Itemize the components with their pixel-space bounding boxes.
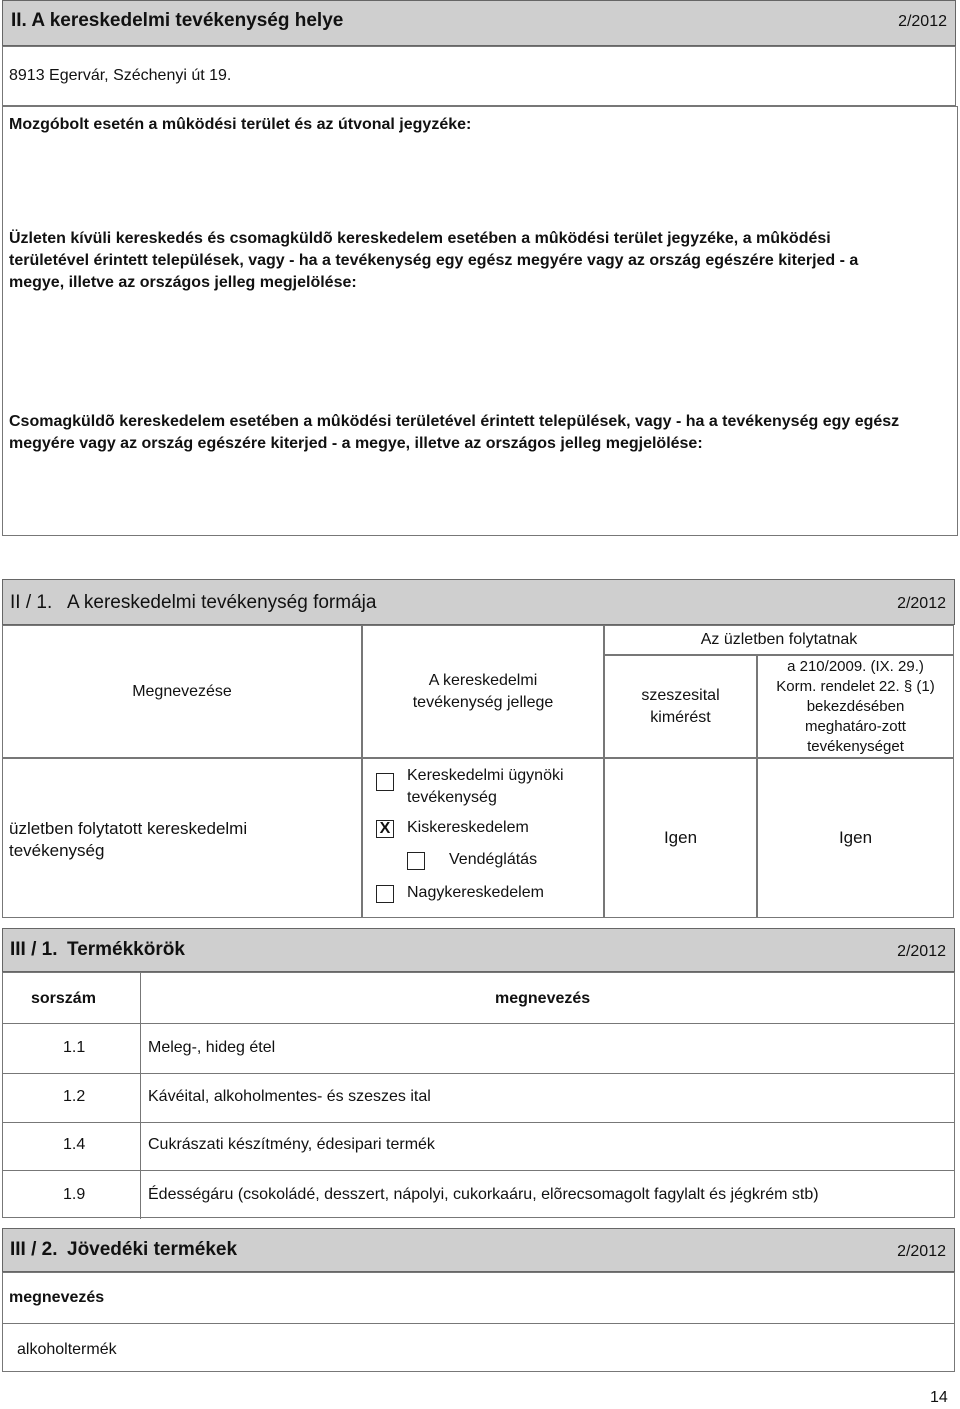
col-type-header — [362, 625, 604, 758]
col-store-header — [604, 625, 954, 655]
option-wholesale-label: Nagykereskedelem — [407, 884, 544, 901]
section31-header — [2, 928, 955, 972]
table-row-line — [3, 1023, 954, 1024]
section21-title-prefix: II / 1. — [10, 592, 53, 613]
option-agent-label: Kereskedelmi ügynöki tevékenység — [407, 767, 564, 806]
row-name: üzletben folytatott kereskedelmi tevékenység — [9, 819, 248, 860]
option-catering-label: Vendéglátás — [449, 851, 538, 868]
outside-trade-label: Üzleten kívüli kereskedés és csomagküldõ kereskedelem esetében a mûködési terület jegyzéke, a mûködési területével érintett települések, vagy - ha a tevékenység egy egész megyére vagy az ország egészére kiterjed - a megye, illetve az országos jelleg megjelölése: — [9, 230, 859, 291]
option-catering-checkbox[interactable] — [407, 852, 425, 870]
product-name: Édességáru (csokoládé, desszert, nápolyi, cukorkaáru, elõrecsomagolt fagylalt és jégkrém stb) — [148, 1186, 819, 1203]
section32-title: Jövedéki termékek — [67, 1239, 238, 1260]
col-type-label: A kereskedelmi tevékenység jellege — [412, 671, 554, 711]
product-table-divider — [140, 973, 141, 1219]
decree-value-cell — [757, 758, 954, 918]
col-decree-header — [757, 655, 954, 758]
activity-area-box — [2, 106, 958, 536]
col-store-label: Az üzletben folytatnak — [700, 631, 858, 648]
section2-title: II. A kereskedelmi tevékenység helye — [11, 10, 344, 31]
option-agent-checkbox[interactable] — [376, 773, 394, 791]
product-name: Meleg-, hideg étel — [148, 1039, 276, 1056]
mail-order-label: Csomagküldõ kereskedelem esetében a mûködési területével érintett települések, vagy - ha a tevékenység egy egész megyére vagy az ország egészére kiterjed - a megye, illetve az országos jelleg megjelölése: — [9, 413, 900, 452]
address-box — [2, 46, 956, 106]
col-alcohol-label: szeszesital kimérést — [641, 686, 720, 726]
alcohol-value-cell — [604, 758, 757, 918]
activity-type-options — [362, 758, 604, 918]
product-num: 1.4 — [63, 1136, 86, 1153]
table-row-line — [3, 1073, 954, 1074]
excise-item: alkoholtermék — [17, 1341, 117, 1358]
section21-title: A kereskedelmi tevékenység formája — [67, 592, 377, 613]
col-alcohol-header — [604, 655, 757, 758]
option-retail-checkbox[interactable] — [376, 820, 394, 838]
excise-col-header: megnevezés — [9, 1289, 105, 1306]
mobile-shop-label: Mozgóbolt esetén a mûködési terület és az útvonal jegyzéke: — [9, 116, 472, 133]
product-num: 1.9 — [63, 1186, 86, 1203]
option-wholesale-checkbox[interactable] — [376, 885, 394, 903]
table-row-line — [3, 1170, 954, 1171]
section31-title: Termékkörök — [67, 939, 185, 960]
retail-check-mark: X — [379, 820, 391, 837]
col-name-header — [2, 625, 362, 758]
product-name: Cukrászati készítmény, édesipari termék — [148, 1136, 435, 1153]
col-name-label: Megnevezése — [132, 682, 232, 700]
option-retail-label: Kiskereskedelem — [407, 819, 529, 836]
decree-value: Igen — [838, 828, 873, 847]
product-name: Kávéital, alkoholmentes- és szeszes ital — [148, 1088, 431, 1105]
section31-code: 2/2012 — [897, 943, 946, 960]
address: 8913 Egervár, Széchenyi út 19. — [9, 67, 232, 84]
excise-table — [2, 1272, 955, 1372]
product-num: 1.1 — [63, 1039, 86, 1056]
product-table — [2, 972, 955, 1218]
page-number: 14 — [930, 1389, 948, 1406]
section21-header — [2, 579, 955, 625]
section21-code: 2/2012 — [897, 595, 946, 612]
section32-title-prefix: III / 2. — [10, 1239, 58, 1260]
section31-title-prefix: III / 1. — [10, 939, 58, 960]
section32-header — [2, 1228, 955, 1272]
alcohol-value: Igen — [663, 828, 698, 847]
col-num-header: sorszám — [31, 990, 96, 1007]
section2-code: 2/2012 — [898, 13, 947, 30]
row-name-cell — [2, 758, 362, 918]
table-row-line — [3, 1122, 954, 1123]
col-product-name-header: megnevezés — [495, 990, 591, 1007]
product-num: 1.2 — [63, 1088, 86, 1105]
col-decree-label: a 210/2009. (IX. 29.) Korm. rendelet 22. § (1) bekezdésében meghatáro-zott tevékenységet — [776, 657, 935, 755]
section32-code: 2/2012 — [897, 1243, 946, 1260]
table-row-line — [3, 1323, 954, 1324]
section2-header — [2, 0, 956, 46]
